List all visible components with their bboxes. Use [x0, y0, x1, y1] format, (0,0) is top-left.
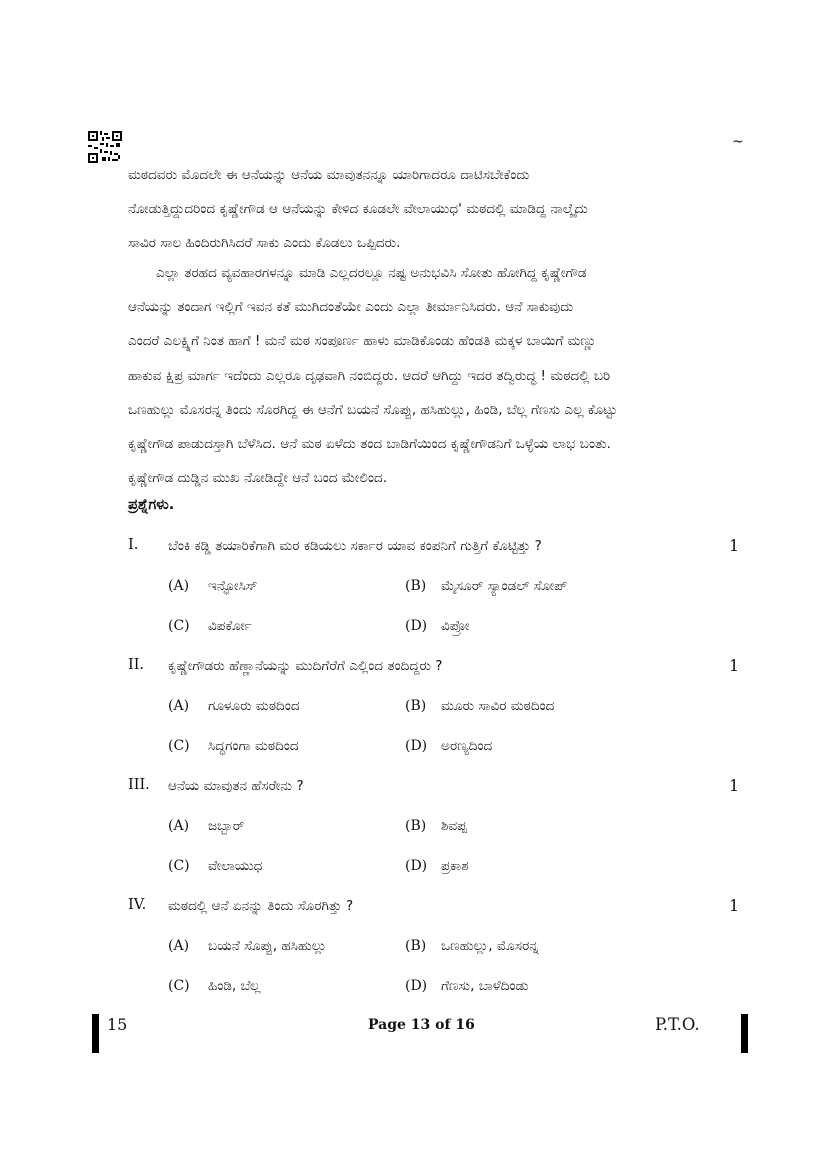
paper-code: 15 [107, 1015, 128, 1034]
question-text: ಆನೆಯ ಮಾವುತನ ಹೆಸರೇನು ? [168, 778, 304, 794]
question-text: ಕೃಷ್ಣೇಗೌಡರು ಹೆಣ್ಣಾನೆಯನ್ನು ಮುದಿಗೆರೆಗೆ ಎಲ್ಲಿಂದ ತಂದಿದ್ದರು ? [168, 658, 443, 674]
passage-line: ಒಣಹುಲ್ಲು ಮೊಸರನ್ನ ತಿಂದು ಸೊರಗಿದ್ದ ಈ ಆನೆಗೆ ಬಯನೆ ಸೊಪ್ಪು, ಹಸಿಹುಲ್ಲು, ಹಿಂಡಿ, ಬೆಲ್ಲ ಗೆಣಸು ಎಲ್ಲ ಕೊಟ್ಟು [128, 401, 618, 418]
option-text: ಪ್ರಕಾಶ [441, 858, 469, 874]
option-text: ವಿಪ್ರೋ [441, 618, 470, 634]
question-number: III. [128, 777, 150, 793]
option-label: (A) [168, 938, 190, 954]
option-text: ಇನ್ಫೋಸಿಸ್ [208, 578, 258, 594]
option-text: ಒಣಹುಲ್ಲು, ಮೊಸರನ್ನ [441, 938, 539, 954]
option-label: (C) [168, 738, 190, 754]
option-label: (C) [168, 858, 190, 874]
option-text: ಬಯನೆ ಸೊಪ್ಪು, ಹಸಿಹುಲ್ಲು [208, 938, 327, 954]
pto-label: P.T.O. [655, 1015, 700, 1034]
footer-left-bar [92, 1014, 99, 1053]
question-mark: 1 [729, 536, 740, 555]
option-text: ಗೂಳೂರು ಮಠದಿಂದ [208, 698, 300, 714]
question-number: I. [128, 537, 139, 553]
question-mark: 1 [729, 896, 740, 915]
footer-right-bar [741, 1014, 748, 1053]
option-label: (D) [405, 738, 428, 754]
option-text: ವಿಪರ್ಕೋ [208, 618, 252, 634]
option-label: (A) [168, 818, 190, 834]
option-label: (C) [168, 978, 190, 994]
option-label: (D) [405, 978, 428, 994]
passage-line: ಎಂದರೆ ಎಲಕ್ಷ್ನಿಗೆ ನಿಂತ ಹಾಗೆ ! ಮನೆ ಮಠ ಸಂಪೂರ್ಣ ಹಾಳು ಮಾಡಿಕೊಂಡು ಹೆಂಡತಿ ಮಕ್ಕಳ ಬಾಯಿಗೆ ಮಣ್ಣು [128, 333, 597, 350]
qr-code-icon [88, 131, 122, 163]
option-text: ಹಿಂಡಿ, ಬೆಲ್ಲ [208, 978, 261, 994]
questions-heading: ಪ್ರಶ್ನೆಗಳು. [128, 497, 175, 513]
option-label: (B) [405, 698, 427, 714]
option-label: (A) [168, 698, 190, 714]
option-label: (C) [168, 618, 190, 634]
passage-line: ಕೃಷ್ಣೇಗೌಡ ದುಡ್ಡಿನ ಮುಖ ನೋಡಿದ್ದೇ ಆನೆ ಬಂದ ಮೇಲಿಂದ. [128, 470, 388, 487]
question-text: ಬೆಂಕಿ ಕಡ್ಡಿ ತಯಾರಿಕೆಗಾಗಿ ಮರ ಕಡಿಯಲು ಸರ್ಕಾರ ಯಾವ ಕಂಪನಿಗೆ ಗುತ್ತಿಗೆ ಕೊಟ್ಟಿತ್ತು ? [168, 538, 542, 554]
question-mark: 1 [729, 776, 740, 795]
option-label: (B) [405, 938, 427, 954]
option-text: ಅರಣ್ಯದಿಂದ [441, 738, 493, 754]
option-label: (B) [405, 818, 427, 834]
question-number: IV. [128, 897, 147, 913]
option-label: (D) [405, 858, 428, 874]
option-text: ವೇಲಾಯುಧ [208, 858, 263, 874]
option-text: ಮೈಸೂರ್ ಸ್ಯಾಂಡಲ್ ಸೋಪ್ [441, 578, 568, 594]
passage-paragraph-1 [128, 158, 742, 261]
option-text: ಸಿದ್ಧಗಂಗಾ ಮಠದಿಂದ [208, 738, 299, 754]
corner-mark: ~ [732, 134, 744, 150]
option-text: ಶಿವಪ್ಪ [441, 818, 467, 834]
option-text: ಗೆಣಸು, ಬಾಳೆದಿಂಡು [441, 978, 529, 994]
option-label: (D) [405, 618, 428, 634]
question-number: II. [128, 657, 145, 673]
page-number: Page 13 of 16 [368, 1017, 475, 1033]
option-label: (A) [168, 578, 190, 594]
passage-paragraph-2 [128, 256, 742, 495]
option-text: ಜಬ್ಬಾರ್ [208, 818, 245, 834]
question-mark: 1 [729, 656, 740, 675]
passage-line: ಕೃಷ್ಣೇಗೌಡ ಪಾಡುದಸ್ತಾಗಿ ಬೆಳೆಸಿದ. ಆನೆ ಮಠ ಏಳೆದು ತಂದ ಬಾಡಿಗೆಯಿಂದ ಕೃಷ್ಣೇಗೌಡನಿಗೆ ಒಳ್ಳೆಯ ಲಾಭ ಬಂತು. [128, 436, 611, 453]
option-label: (B) [405, 578, 427, 594]
passage-line: ಹಾಕುವ ಕ್ಷಿಪ್ರ ಮಾರ್ಗ ಇದೆಂದು ಎಲ್ಲರೂ ದೃಢವಾಗಿ ನಂಬಿದ್ದರು. ಆದರೆ ಆಗಿದ್ದು ಇದರ ತದ್ವಿರುದ್ಧ ! ಮಠದಲ್ಲಿ ಬರಿ [128, 367, 611, 384]
passage-line: ಮಠದವರು ಮೊದಲೇ ಈ ಆನೆಯನ್ನು ಆನೆಯ ಮಾವುತನನ್ನೂ ಯಾರಿಗಾದರೂ ದಾಟಿಸಬೇಕೆಂದು [128, 167, 530, 183]
passage-line: ಸಾವಿರ ಸಾಲ ಹಿಂದಿರುಗಿಸಿದರೆ ಸಾಕು ಎಂದು ಕೊಡಲು ಒಪ್ಪಿದರು. [128, 235, 401, 252]
passage-line: ನೋಡುತ್ತಿದ್ದುದರಿಂದ ಕೃಷ್ಣೇಗೌಡ ಆ ಆನೆಯನ್ನು ಕೇಳಿದ ಕೂಡಲೇ ವೇಲಾಯುಧ' ಮಠದಲ್ಲಿ ಮಾಡಿದ್ದ ನಾಲ್ಕೈದು [128, 201, 588, 218]
option-text: ಮೂರು ಸಾವಿರ ಮಠದಿಂದ [441, 698, 555, 714]
passage-line: ಆನೆಯನ್ನು ತಂದಾಗ ಇಲ್ಲಿಗೆ ಇವನ ಕತೆ ಮುಗಿದಂತೆಯೇ ಎಂದು ಎಲ್ಲಾ ತೀರ್ಮಾನಿಸಿದರು. ಆನೆ ಸಾಕುವುದು [128, 299, 574, 316]
question-text: ಮಠದಲ್ಲಿ ಆನೆ ಏನನ್ನು ತಿಂದು ಸೊರಗಿತ್ತು ? [168, 898, 354, 914]
passage-line: ಎಲ್ಲಾ ತರಹದ ವ್ಯವಹಾರಗಳನ್ನೂ ಮಾಡಿ ಎಲ್ಲದರಲ್ಲೂ ನಷ್ಟ ಅನುಭವಿಸಿ ಸೋತು ಹೋಗಿದ್ದ ಕೃಷ್ಣೇಗೌಡ [156, 265, 587, 281]
